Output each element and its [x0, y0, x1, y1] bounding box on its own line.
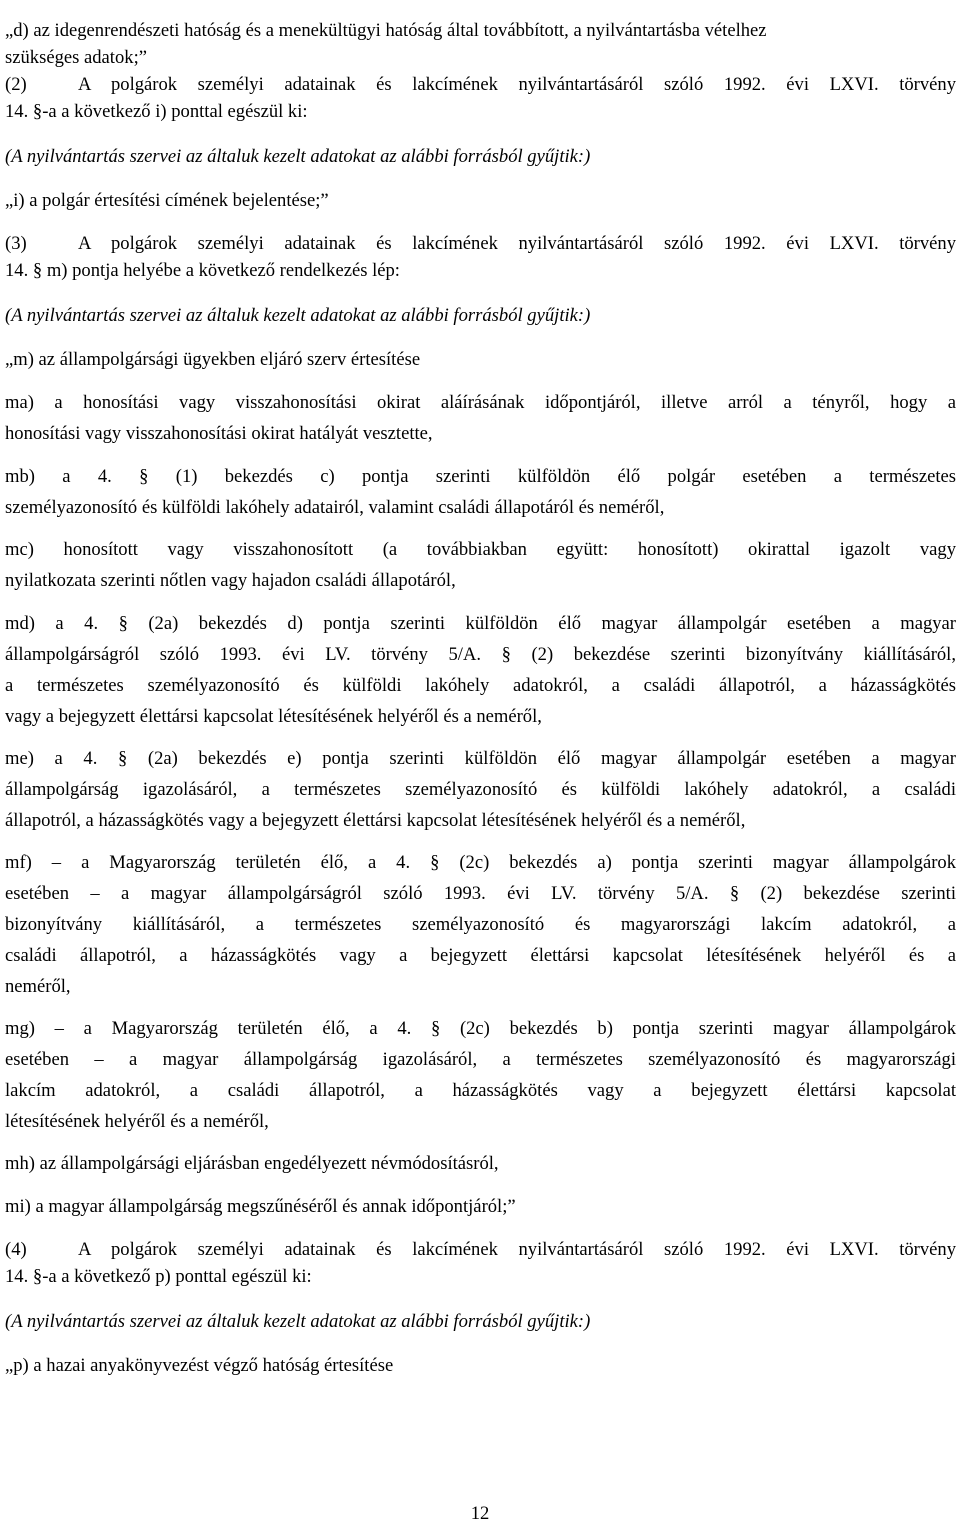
- amendment-law: 1992. évi LXVI. törvény: [723, 1239, 957, 1260]
- paragraph-line: mi) a magyar állampolgárság megszűnéséről és annak időpontjáról;”: [5, 1196, 516, 1217]
- paragraph-line: lakcím adatokról, a családi állapotról, a házasságkötés vagy a bejegyzett élettársi kapcsolat: [5, 1080, 956, 1101]
- paragraph-line: szükséges adatok;”: [5, 47, 147, 68]
- paragraph-line: személyazonosító és külföldi lakóhely adatairól, valamint családi állapotáról és neméről,: [5, 497, 665, 518]
- paragraph-line: mg) – a Magyarország területén élő, a 4. § (2c) bekezdés b) pontja szerinti magyar állampolgárok: [5, 1018, 956, 1039]
- paragraph-line: mh) az állampolgársági eljárásban engedélyezett névmódosításról,: [5, 1153, 499, 1174]
- amendment-text: A polgárok személyi adatainak és lakcímének nyilvántartásáról szóló: [78, 233, 704, 254]
- amendment-text: A polgárok személyi adatainak és lakcímének nyilvántartásáról szóló: [78, 74, 704, 95]
- amendment-heading: [5, 233, 956, 255]
- paragraph-line: bizonyítvány kiállításáról, a természetes személyazonosító és magyarországi lakcím adatokról, a: [5, 914, 956, 935]
- paragraph-line: állapotról, a házasságkötés vagy a bejegyzett élettársi kapcsolat létesítésének helyéről és a neméről,: [5, 810, 746, 831]
- paragraph-line: állampolgárságról szóló 1993. évi LV. törvény 5/A. § (2) bekezdése szerinti bizonyítvány kiállításáról,: [5, 644, 956, 665]
- amendment-text: A polgárok személyi adatainak és lakcímének nyilvántartásáról szóló: [78, 1239, 704, 1260]
- paragraph-line: családi állapotról, a házasságkötés vagy a bejegyzett élettársi kapcsolat létesítésének helyéről és a: [5, 945, 956, 966]
- paragraph-line: esetében – a magyar állampolgárság igazolásáról, a természetes személyazonosító és magyarországi: [5, 1049, 956, 1070]
- paragraph-line: 14. § m) pontja helyébe a következő rendelkezés lép:: [5, 260, 400, 281]
- paragraph-line: mf) – a Magyarország területén élő, a 4. § (2c) bekezdés a) pontja szerinti magyar állampolgárok: [5, 852, 956, 873]
- paragraph-line: md) a 4. § (2a) bekezdés d) pontja szerinti külföldön élő magyar állampolgár esetében a magyar: [5, 613, 956, 634]
- paragraph-line: 14. §-a a következő p) ponttal egészül ki:: [5, 1266, 312, 1287]
- paragraph-line: vagy a bejegyzett élettársi kapcsolat létesítésének helyéről és a neméről,: [5, 706, 542, 727]
- amendment-law: 1992. évi LXVI. törvény: [723, 233, 957, 254]
- paragraph-line: neméről,: [5, 976, 71, 997]
- paragraph-line: me) a 4. § (2a) bekezdés e) pontja szerinti külföldön élő magyar állampolgár esetében a magyar: [5, 748, 956, 769]
- amendment-number: (4): [5, 1239, 27, 1260]
- quoted-line: „m) az állampolgársági ügyekben eljáró szerv értesítése: [5, 349, 421, 370]
- paragraph-line: esetében – a magyar állampolgárságról szóló 1993. évi LV. törvény 5/A. § (2) bekezdése szerinti: [5, 883, 956, 904]
- amendment-heading: [5, 1239, 956, 1261]
- paragraph-line: mb) a 4. § (1) bekezdés c) pontja szerinti külföldön élő polgár esetében a természetes: [5, 466, 956, 487]
- amendment-number: (3): [5, 233, 27, 254]
- paragraph-line: létesítésének helyéről és a neméről,: [5, 1111, 269, 1132]
- paragraph-line: nyilatkozata szerinti nőtlen vagy hajadon családi állapotáról,: [5, 570, 456, 591]
- italic-line: (A nyilvántartás szervei az általuk kezelt adatokat az alábbi forrásból gyűjtik:): [5, 305, 591, 326]
- paragraph-line: mc) honosított vagy visszahonosított (a továbbiakban együtt: honosított) okirattal igazolt vagy: [5, 539, 956, 560]
- page-number: 12: [470, 1503, 490, 1524]
- amendment-law: 1992. évi LXVI. törvény: [723, 74, 957, 95]
- italic-line: (A nyilvántartás szervei az általuk kezelt adatokat az alábbi forrásból gyűjtik:): [5, 146, 591, 167]
- paragraph-line: honosítási vagy visszahonosítási okirat hatályát vesztette,: [5, 423, 433, 444]
- quoted-line: „p) a hazai anyakönyvezést végző hatóság értesítése: [5, 1355, 394, 1376]
- paragraph-line: a természetes személyazonosító és külföldi lakóhely adatokról, a családi állapotról, a házasságkötés: [5, 675, 956, 696]
- paragraph-line: állampolgárság igazolásáról, a természetes személyazonosító és külföldi lakóhely adatokról, a családi: [5, 779, 956, 800]
- paragraph-line: „d) az idegenrendészeti hatóság és a menekültügyi hatóság által továbbított, a nyilvántartásba vételhez: [5, 20, 767, 41]
- italic-line: (A nyilvántartás szervei az általuk kezelt adatokat az alábbi forrásból gyűjtik:): [5, 1311, 591, 1332]
- paragraph-line: 14. §-a a következő i) ponttal egészül ki:: [5, 101, 308, 122]
- amendment-number: (2): [5, 74, 27, 95]
- quoted-line: „i) a polgár értesítési címének bejelentése;”: [5, 190, 329, 211]
- amendment-heading: [5, 74, 956, 96]
- paragraph-line: ma) a honosítási vagy visszahonosítási okirat aláírásának időpontjáról, illetve arról a tényről, hogy a: [5, 392, 956, 413]
